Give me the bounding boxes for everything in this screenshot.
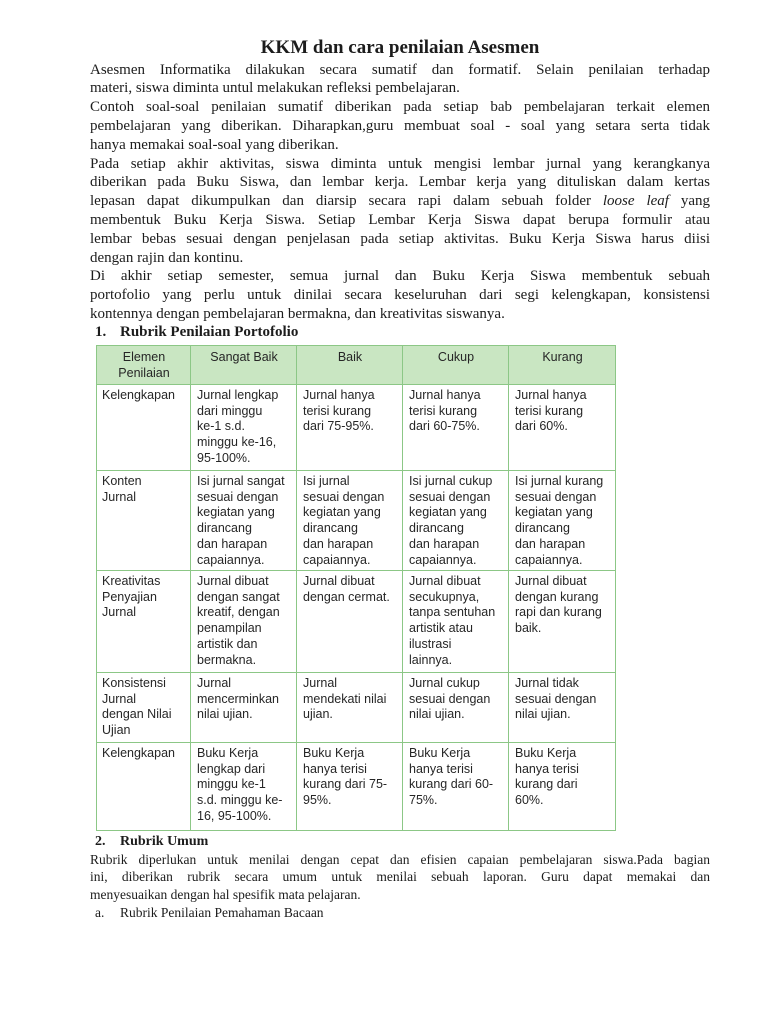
table-cell: Jurnal dibuat dengan kurang rapi dan kurang baik. bbox=[509, 571, 616, 673]
paragraph-line: ini, diberikan rubrik secara umum untuk menilai sebuah laporan. Guru dapat memakai dan bbox=[90, 869, 710, 884]
portfolio-rubric-table bbox=[96, 345, 616, 831]
table-cell: Isi jurnal sesuai dengan kegiatan yang dirancang dan harapan capaiannya. bbox=[297, 471, 403, 571]
table-cell: Jurnal dibuat dengan sangat kreatif, dengan penampilan artistik dan bermakna. bbox=[191, 571, 297, 673]
table-cell: Buku Kerja lengkap dari minggu ke-1 s.d. minggu ke- 16, 95-100%. bbox=[191, 743, 297, 831]
paragraph-line: kontennya dengan pembelajaran bermakna, dan kreativitas siswanya. bbox=[90, 305, 505, 322]
table-cell: Jurnal dibuat dengan cermat. bbox=[297, 571, 403, 673]
paragraph-line: Asesmen Informatika dilakukan secara sumatif dan formatif. Selain penilaian terhadap bbox=[90, 61, 710, 78]
paragraph-line: Di akhir setiap semester, semua jurnal dan Buku Kerja Siswa membentuk sebuah bbox=[90, 268, 710, 285]
paragraph-line: membentuk Buku Kerja Siswa. Setiap Lembar Kerja Siswa dapat berupa formulir atau bbox=[90, 211, 710, 228]
paragraph-line: menyesuaikan dengan hal spesifik mata pelajaran. bbox=[90, 886, 361, 902]
table-cell: Isi jurnal cukup sesuai dengan kegiatan yang dirancang dan harapan capaiannya. bbox=[403, 471, 509, 571]
table-row bbox=[97, 385, 616, 471]
paragraph-line: Pada setiap akhir aktivitas, siswa diminta untuk mengisi lembar jurnal yang kerangkanya bbox=[90, 155, 710, 172]
italic-term: loose leaf bbox=[602, 193, 669, 210]
section-heading-text: Rubrik Umum bbox=[120, 834, 209, 849]
table-cell: Jurnal dibuat secukupnya, tanpa sentuhan artistik atau ilustrasi lainnya. bbox=[403, 571, 509, 673]
row-label-cell: Konten Jurnal bbox=[97, 471, 191, 571]
paragraph-line: dengan rajin dan kontinu. bbox=[90, 249, 244, 266]
section-2-paragraph bbox=[90, 851, 710, 904]
intro-paragraph bbox=[90, 155, 710, 268]
intro-paragraph bbox=[90, 61, 710, 99]
table-header-cell: Baik bbox=[297, 346, 403, 385]
row-label-cell: Konsistensi Jurnal dengan Nilai Ujian bbox=[97, 673, 191, 743]
paragraph-line: pembelajaran yang diberikan. Diharapkan,guru membuat soal - soal yang setara serta tidak bbox=[90, 117, 710, 134]
section-2-heading bbox=[95, 834, 208, 850]
table-cell: Jurnal cukup sesuai dengan nilai ujian. bbox=[403, 673, 509, 743]
paragraph-line: hanya memakai soal-soal yang diberikan. bbox=[90, 136, 339, 153]
table-cell: Buku Kerja hanya terisi kurang dari 60- 75%. bbox=[403, 743, 509, 831]
sub-item-marker: a. bbox=[95, 905, 105, 920]
section-number: 2. bbox=[95, 834, 106, 849]
sub-item bbox=[95, 904, 324, 921]
table-cell: Jurnal mendekati nilai ujian. bbox=[297, 673, 403, 743]
table-row bbox=[97, 673, 616, 743]
paragraph-line: diberikan pada Buku Siswa, dan lembar kerja. Lembar kerja yang dituliskan dalam kertas bbox=[90, 174, 710, 191]
table-cell: Isi jurnal kurang sesuai dengan kegiatan yang dirancang dan harapan capaiannya. bbox=[509, 471, 616, 571]
table-header-cell: Cukup bbox=[403, 346, 509, 385]
table-cell: Buku Kerja hanya terisi kurang dari 60%. bbox=[509, 743, 616, 831]
paragraph-line: portofolio yang perlu untuk dinilai secara keseluruhan dari segi kelengkapan, konsistensi bbox=[90, 287, 710, 304]
row-label-cell: Kreativitas Penyajian Jurnal bbox=[97, 571, 191, 673]
table-cell: Jurnal hanya terisi kurang dari 60-75%. bbox=[403, 385, 509, 471]
intro-paragraph bbox=[90, 267, 710, 323]
table-cell: Buku Kerja hanya terisi kurang dari 75- 95%. bbox=[297, 743, 403, 831]
row-label-cell: Kelengkapan bbox=[97, 743, 191, 831]
line-text: lepasan dapat dikumpulkan dan diarsip secara rapi dalam sebuah folder bbox=[90, 193, 603, 210]
table-header-cell: Kurang bbox=[509, 346, 616, 385]
paragraph-line: lembar bebas sesuai dengan penjelasan pada setiap aktivitas. Buku Kerja Siswa harus diisi bbox=[90, 230, 710, 247]
paragraph-line: Contoh soal-soal penilaian sumatif diberikan pada setiap bab pembelajaran terkait elemen bbox=[90, 99, 710, 116]
table-header-cell: Elemen Penilaian bbox=[97, 346, 191, 385]
paragraph-line bbox=[90, 192, 710, 211]
table-cell: Jurnal hanya terisi kurang dari 60%. bbox=[509, 385, 616, 471]
table-cell: Isi jurnal sangat sesuai dengan kegiatan yang dirancang dan harapan capaiannya. bbox=[191, 471, 297, 571]
row-label-cell: Kelengkapan bbox=[97, 385, 191, 471]
sub-item-text: Rubrik Penilaian Pemahaman Bacaan bbox=[120, 905, 324, 920]
section-1-heading bbox=[95, 323, 298, 341]
page-title: KKM dan cara penilaian Asesmen bbox=[260, 37, 540, 58]
line-text: yang bbox=[668, 193, 710, 210]
table-cell: Jurnal hanya terisi kurang dari 75-95%. bbox=[297, 385, 403, 471]
table-cell: Jurnal lengkap dari minggu ke-1 s.d. minggu ke-16, 95-100%. bbox=[191, 385, 297, 471]
table-cell: Jurnal mencerminkan nilai ujian. bbox=[191, 673, 297, 743]
intro-text bbox=[90, 61, 710, 324]
table-header-row bbox=[97, 346, 616, 385]
paragraph-line: materi, siswa diminta untul melakukan refleksi pembelajaran. bbox=[90, 80, 460, 97]
table-row bbox=[97, 571, 616, 673]
intro-paragraph bbox=[90, 98, 710, 154]
table-cell: Jurnal tidak sesuai dengan nilai ujian. bbox=[509, 673, 616, 743]
table-header-cell: Sangat Baik bbox=[191, 346, 297, 385]
section-heading-text: Rubrik Penilaian Portofolio bbox=[120, 324, 299, 340]
paragraph-line: Rubrik diperlukan untuk menilai dengan cepat dan efisien capaian pembelajaran siswa.Pada bagian bbox=[90, 851, 710, 867]
section-number: 1. bbox=[95, 324, 107, 340]
table-row bbox=[97, 743, 616, 831]
table-row bbox=[97, 471, 616, 571]
